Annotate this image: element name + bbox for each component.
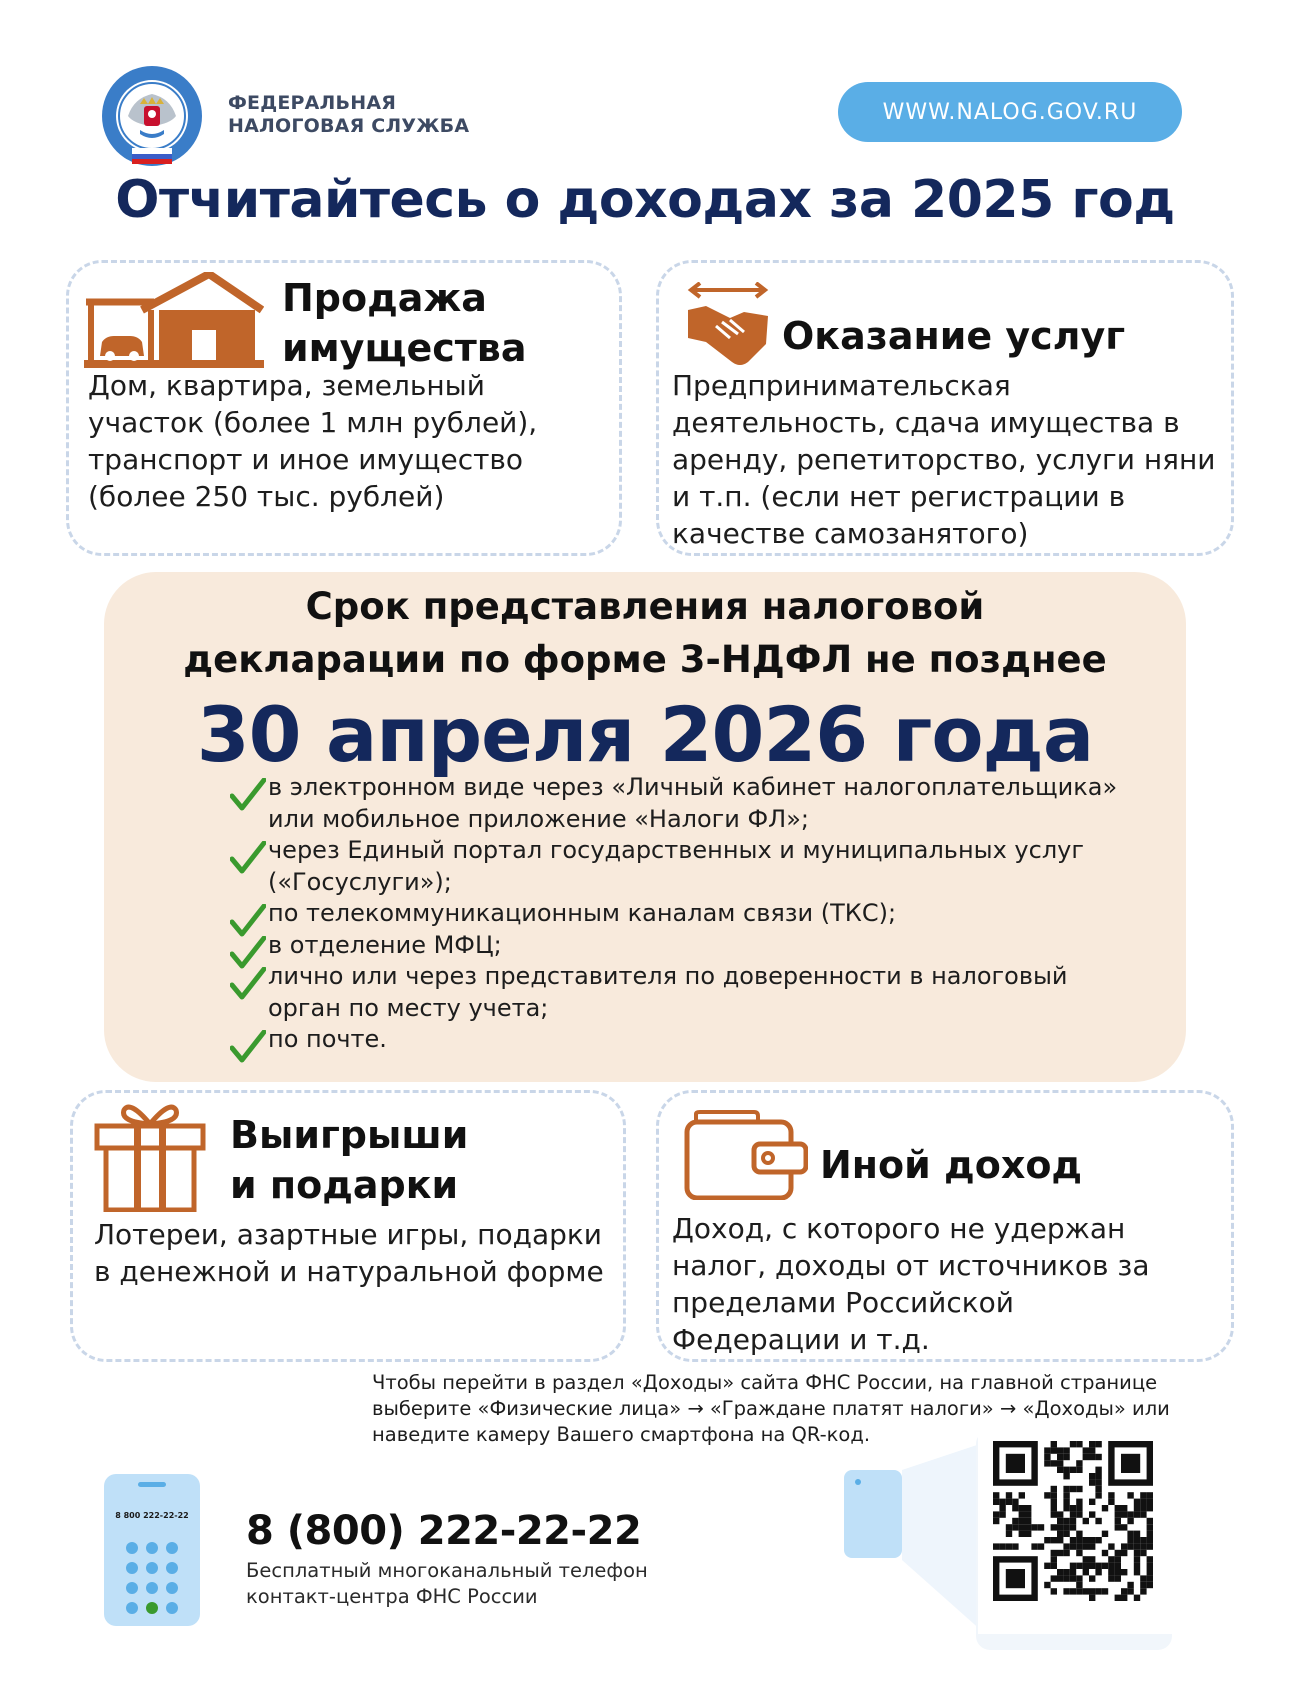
phone-screen-number: 8 800 222-22-22 — [115, 1511, 189, 1520]
card-winnings-text — [94, 1216, 604, 1290]
submission-method-line1: через Единый портал государственных и муниципальных услуг — [268, 836, 1084, 864]
card-other-text-line3: пределами Российской — [672, 1286, 1015, 1319]
card-property-title-line1: Продажа — [282, 276, 487, 320]
submission-method-item — [230, 835, 1160, 898]
card-services-text-line2: деятельность, сдача имущества в — [672, 406, 1180, 439]
card-services-text — [672, 367, 1215, 552]
house-garage-icon — [84, 272, 264, 368]
org-name-line1: ФЕДЕРАЛЬНАЯ — [228, 92, 397, 114]
qr-instructions-line2: выберите «Физические лица» → «Граждане платят налоги» → «Доходы» или — [372, 1397, 1170, 1420]
card-other-text-line4: Федерации и т.д. — [672, 1323, 930, 1356]
phone-keypad-icon — [104, 1474, 200, 1626]
deadline-heading — [104, 580, 1186, 686]
fns-emblem-logo — [100, 64, 204, 168]
submission-method-line1: по почте. — [268, 1025, 387, 1053]
hotline-description-line2: контакт-центра ФНС России — [246, 1585, 538, 1608]
card-services-text-line4: и т.п. (если нет регистрации в — [672, 480, 1126, 513]
checkmark-icon — [230, 967, 266, 1001]
submission-method-line1: в электронном виде через «Личный кабинет налогоплательщика» — [268, 773, 1118, 801]
card-services-text-line5: качестве самозанятого) — [672, 517, 1029, 550]
card-winnings-title — [230, 1110, 468, 1210]
submission-methods-list — [230, 772, 1160, 1056]
card-property-text-line2: участок (более 1 млн рублей), — [88, 406, 538, 439]
card-services-text-line1: Предпринимательская — [672, 369, 1011, 402]
website-link-button[interactable]: WWW.NALOG.GOV.RU — [838, 82, 1182, 142]
submission-method-line1: лично или через представителя по доверенности в налоговый — [268, 962, 1068, 990]
qr-instructions-line3: наведите камеру Вашего смартфона на QR-код. — [372, 1423, 871, 1446]
submission-method-item — [230, 898, 1160, 930]
deadline-heading-line2: декларации по форме 3-НДФЛ не позднее — [183, 638, 1107, 681]
card-winnings-title-line1: Выигрыши — [230, 1113, 469, 1157]
submission-method-line2: орган по месту учета; — [268, 993, 549, 1022]
submission-method-item — [230, 772, 1160, 835]
page-title: Отчитайтесь о доходах за 2025 год — [115, 170, 1175, 230]
card-property-text — [88, 367, 537, 515]
card-property-title — [282, 273, 526, 373]
card-services-text-line3: аренду, репетиторство, услуги няни — [672, 443, 1216, 476]
submission-method-line1: в отделение МФЦ; — [268, 930, 502, 959]
submission-method-line1: по телекоммуникационным каналам связи (ТКС); — [268, 899, 897, 927]
checkmark-icon — [230, 1030, 266, 1064]
deadline-date: 30 апреля 2026 года — [196, 690, 1094, 779]
submission-method-item — [230, 930, 1160, 962]
card-property-text-line3: транспорт и иное имущество — [88, 443, 524, 476]
submission-method-item — [230, 961, 1160, 1024]
card-winnings-text-line1: Лотереи, азартные игры, подарки — [94, 1218, 602, 1251]
wallet-icon — [684, 1110, 808, 1200]
submission-method-line2: или мобильное приложение «Налоги ФЛ»; — [268, 804, 809, 833]
qr-instructions-line1: Чтобы перейти в раздел «Доходы» сайта ФНС России, на главной странице — [372, 1371, 1158, 1394]
card-property-title-line2: имущества — [282, 326, 527, 370]
handshake-icon — [686, 282, 770, 372]
card-property-text-line4: (более 250 тыс. рублей) — [88, 480, 445, 513]
card-other-text — [672, 1210, 1149, 1358]
hotline-description — [246, 1558, 648, 1610]
deadline-heading-line1: Срок представления налоговой — [305, 585, 985, 628]
submission-method-item — [230, 1024, 1160, 1056]
card-winnings-title-line2: и подарки — [230, 1163, 459, 1207]
hotline-description-line1: Бесплатный многоканальный телефон — [246, 1559, 648, 1582]
checkmark-icon — [230, 778, 266, 812]
hotline-phone-number[interactable]: 8 (800) 222-22-22 — [246, 1508, 642, 1554]
submission-method-line2: («Госуслуги»); — [268, 867, 452, 896]
card-other-text-line1: Доход, с которого не удержан — [672, 1212, 1126, 1245]
card-other-title: Иной доход — [820, 1143, 1083, 1187]
card-other-text-line2: налог, доходы от источников за — [672, 1249, 1150, 1282]
checkmark-icon — [230, 841, 266, 875]
org-name — [228, 92, 469, 138]
card-property-text-line1: Дом, квартира, земельный — [88, 369, 485, 402]
qr-code[interactable] — [978, 1424, 1184, 1634]
card-services-title: Оказание услуг — [782, 314, 1126, 358]
gift-icon — [94, 1100, 206, 1212]
card-winnings-text-line2: в денежной и натуральной форме — [94, 1255, 604, 1288]
org-name-line2: НАЛОГОВАЯ СЛУЖБА — [228, 115, 470, 137]
